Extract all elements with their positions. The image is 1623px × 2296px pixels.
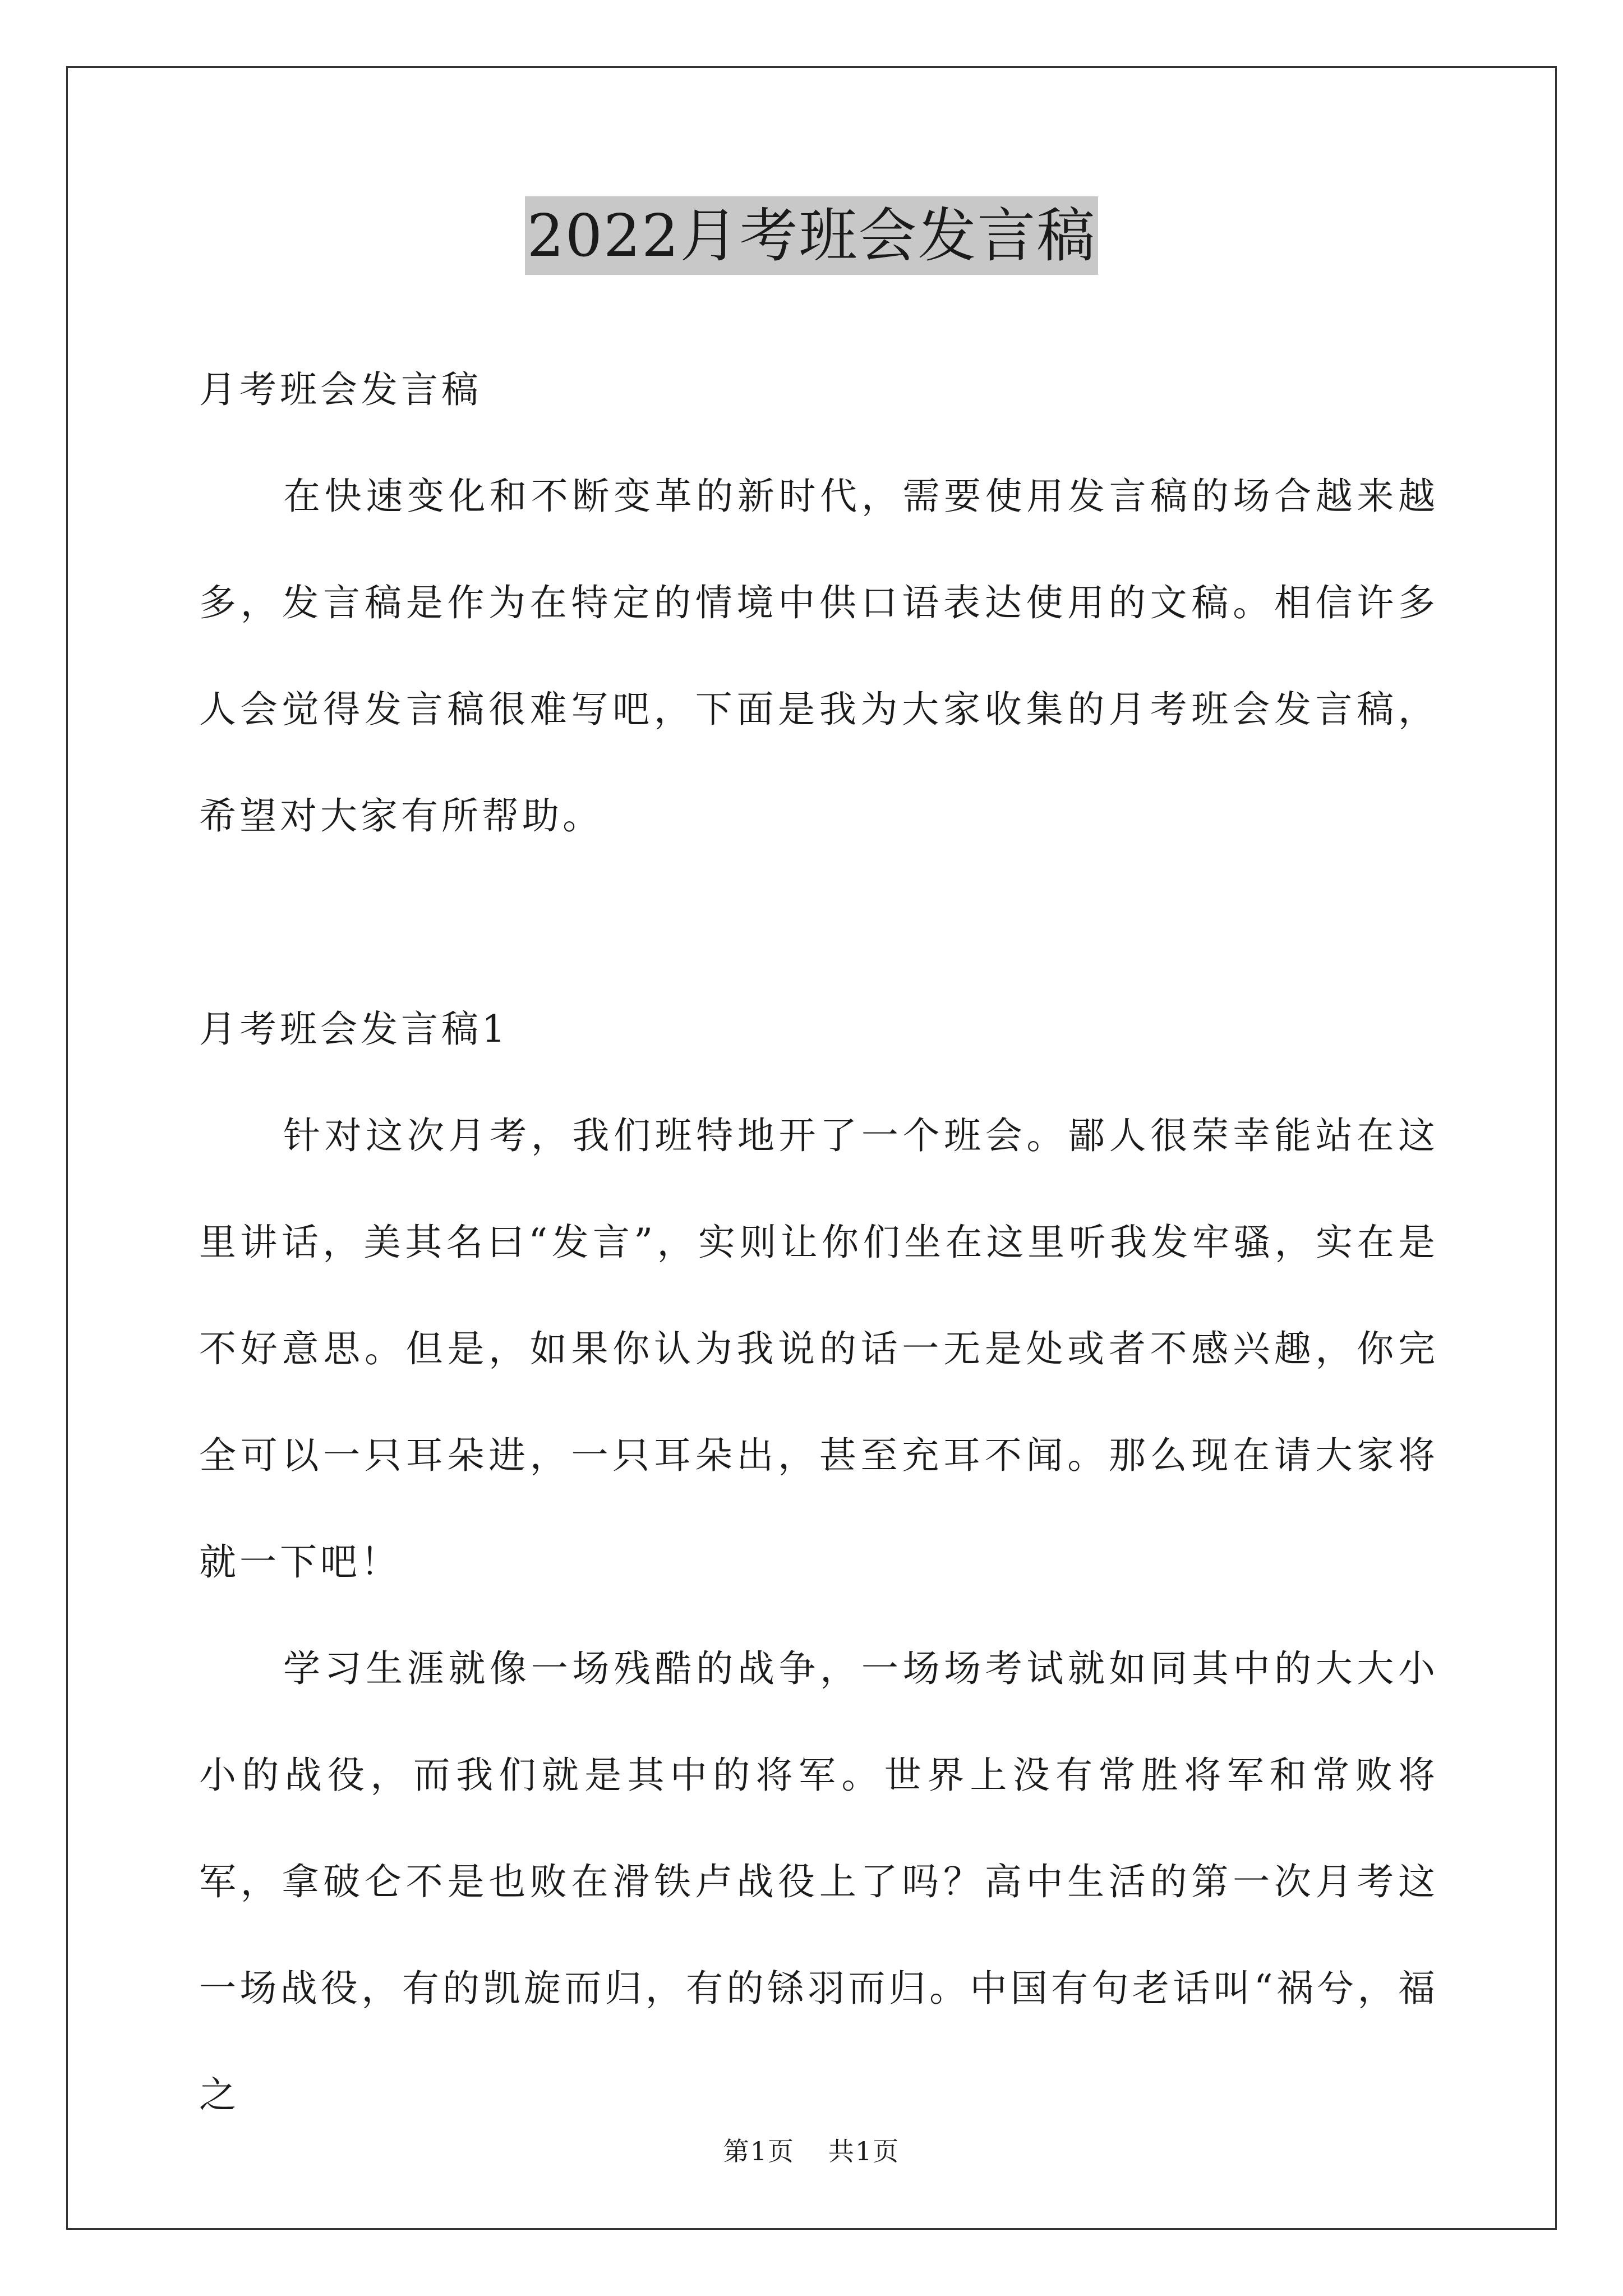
section1-paragraph-1: 针对这次月考，我们班特地开了一个班会。鄙人很荣幸能站在这里讲话，美其名曰“发言”，实则让你们坐在这里听我发牢骚，实在是不好意思。但是，如果你认为我说的话一无是处或者不感兴趣，你完全可以一只耳朵进，一只耳朵出，甚至充耳不闻。那么现在请大家将就一下吧！ (199, 1114, 1438, 1584)
section-spacer (199, 869, 1438, 976)
document-subtitle: 月考班会发言稿 (199, 368, 482, 411)
section1-paragraph-2: 学习生涯就像一场残酷的战争，一场场考试就如同其中的大大小小的战役，而我们就是其中的将军。世界上没有常胜将军和常败将军，拿破仑不是也败在滑铁卢战役上了吗？高中生活的第一次月考这一场战役，有的凯旋而归，有的铩羽而归。中国有句老话叫“祸兮，福之 (199, 1647, 1438, 2116)
document-body (199, 337, 1438, 2148)
section1-heading: 月考班会发言稿1 (199, 1007, 509, 1051)
page-number-current: 第1页 (723, 2136, 795, 2166)
document-title: 2022月考班会发言稿 (525, 196, 1099, 275)
title-container (0, 196, 1623, 275)
page-footer (0, 2134, 1623, 2168)
page-number-total: 共1页 (828, 2136, 900, 2166)
intro-paragraph: 在快速变化和不断变革的新时代，需要使用发言稿的场合越来越多，发言稿是作为在特定的情境中供口语表达使用的文稿。相信许多人会觉得发言稿很难写吧，下面是我为大家收集的月考班会发言稿，希望对大家有所帮助。 (199, 475, 1438, 838)
